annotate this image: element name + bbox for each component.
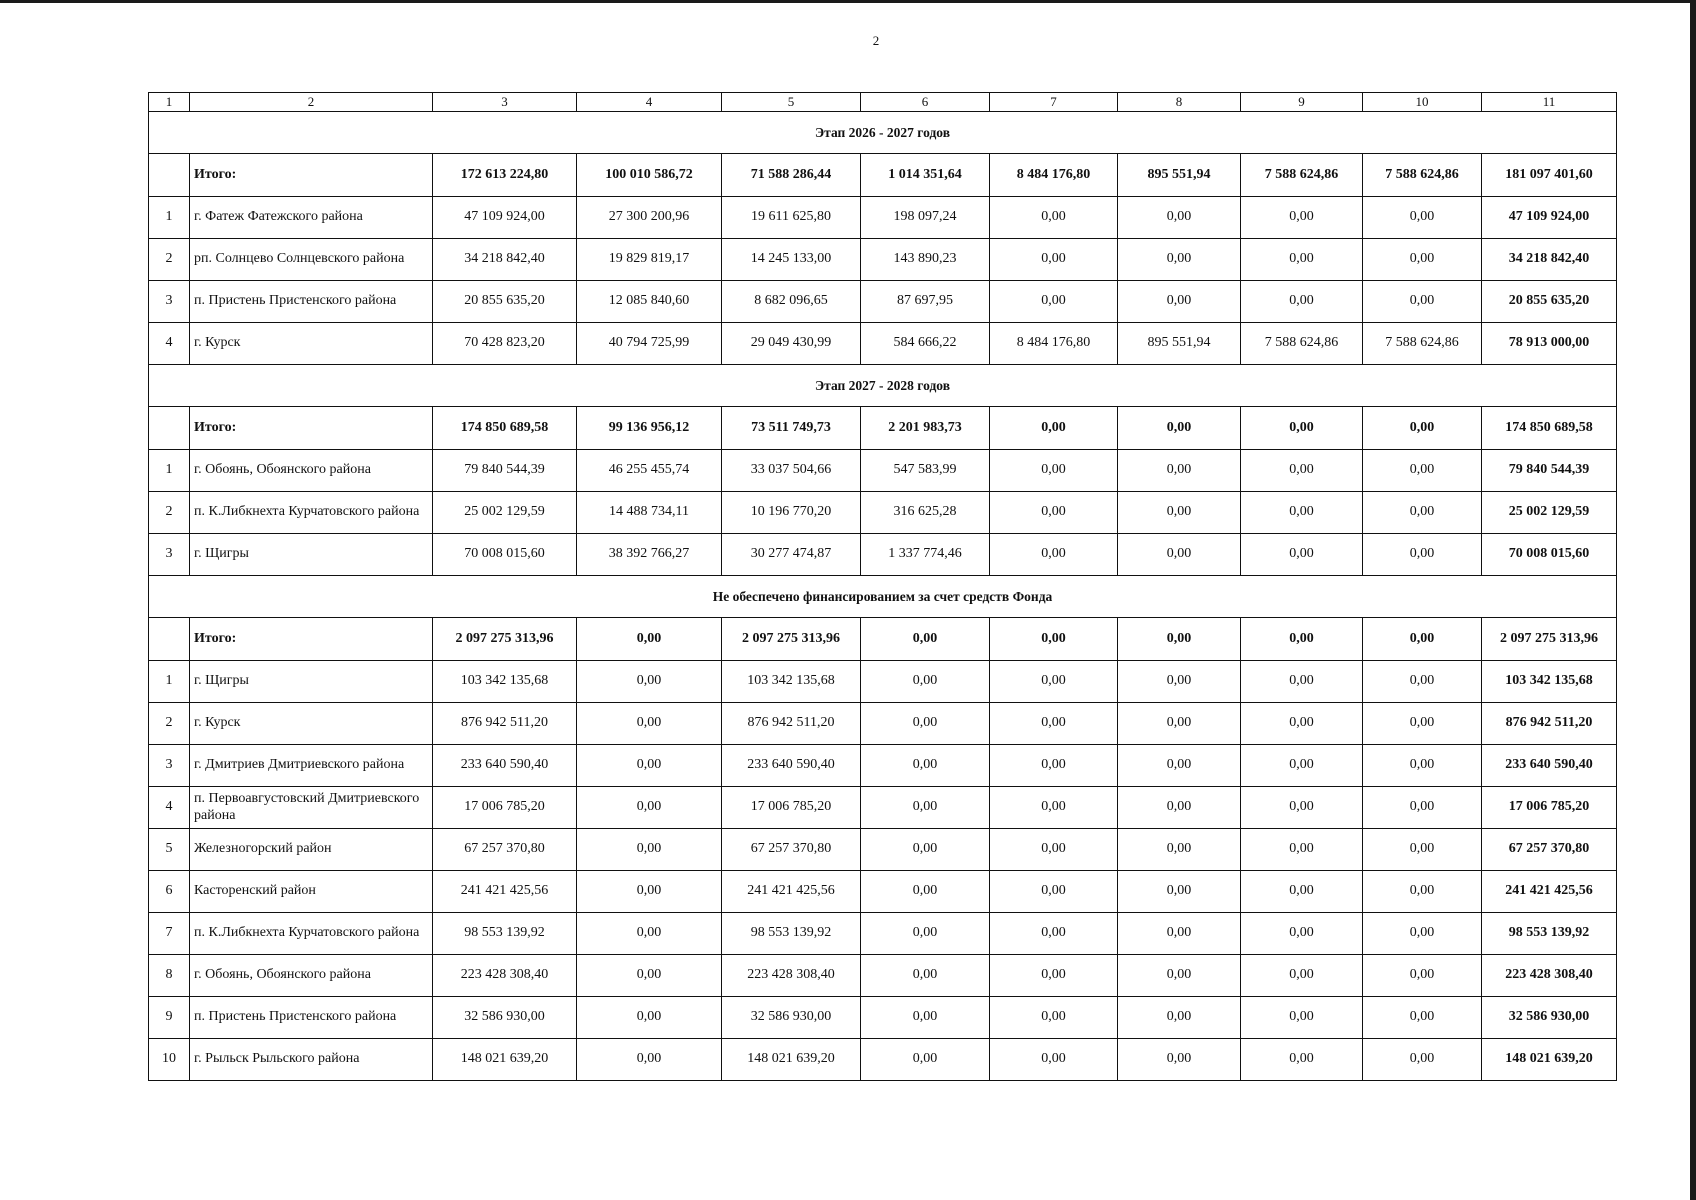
total-cost-value: 98 553 139,92 <box>1482 913 1617 955</box>
column-number: 8 <box>1118 93 1241 112</box>
cost-value: 0,00 <box>1118 913 1241 955</box>
cost-value: 0,00 <box>990 534 1118 576</box>
total-cost-value: 25 002 129,59 <box>1482 492 1617 534</box>
cost-value: 1 337 774,46 <box>861 534 990 576</box>
cost-value: 0,00 <box>861 997 990 1039</box>
cost-value: 0,00 <box>1241 450 1363 492</box>
cost-value: 19 829 819,17 <box>577 239 722 281</box>
cost-value: 0,00 <box>1363 197 1482 239</box>
municipality-name: Железногорский район <box>190 829 433 871</box>
total-cost-value: 17 006 785,20 <box>1482 787 1617 829</box>
row-number: 4 <box>149 323 190 365</box>
cost-value: 0,00 <box>577 829 722 871</box>
cost-value: 0,00 <box>990 197 1118 239</box>
row-number: 3 <box>149 281 190 323</box>
table-row <box>149 534 1617 576</box>
row-number: 4 <box>149 787 190 829</box>
cost-value: 0,00 <box>1118 997 1241 1039</box>
row-number: 3 <box>149 534 190 576</box>
cost-value: 0,00 <box>1241 997 1363 1039</box>
cost-value: 0,00 <box>1241 1039 1363 1081</box>
cost-value: 25 002 129,59 <box>433 492 577 534</box>
row-number: 2 <box>149 492 190 534</box>
section-title: Этап 2027 - 2028 годов <box>149 365 1617 407</box>
cost-value: 0,00 <box>1363 703 1482 745</box>
section-title: Не обеспечено финансированием за счет средств Фонда <box>149 576 1617 618</box>
cost-value: 241 421 425,56 <box>722 871 861 913</box>
section-header-row <box>149 576 1617 618</box>
cost-value: 0,00 <box>1118 281 1241 323</box>
cost-value: 33 037 504,66 <box>722 450 861 492</box>
cost-value: 0,00 <box>1241 661 1363 703</box>
cost-value: 0,00 <box>1363 745 1482 787</box>
cost-value: 0,00 <box>1363 661 1482 703</box>
table-row <box>149 787 1617 829</box>
column-number: 1 <box>149 93 190 112</box>
municipality-name: г. Щигры <box>190 661 433 703</box>
table-row <box>149 1039 1617 1081</box>
cost-value: 0,00 <box>577 871 722 913</box>
cost-value: 17 006 785,20 <box>433 787 577 829</box>
cost-value: 0,00 <box>1363 1039 1482 1081</box>
section-header-row <box>149 112 1617 154</box>
total-value: 2 097 275 313,96 <box>722 618 861 661</box>
row-number: 5 <box>149 829 190 871</box>
row-number: 2 <box>149 239 190 281</box>
municipality-name: п. К.Либкнехта Курчатовского района <box>190 913 433 955</box>
cost-value: 20 855 635,20 <box>433 281 577 323</box>
cost-value: 876 942 511,20 <box>722 703 861 745</box>
row-number: 1 <box>149 197 190 239</box>
column-number: 9 <box>1241 93 1363 112</box>
cost-value: 0,00 <box>861 913 990 955</box>
cost-value: 223 428 308,40 <box>722 955 861 997</box>
cost-value: 0,00 <box>1118 955 1241 997</box>
total-value: 1 014 351,64 <box>861 154 990 197</box>
municipality-name: Касторенский район <box>190 871 433 913</box>
row-number-cell <box>149 618 190 661</box>
municipality-name: г. Курск <box>190 703 433 745</box>
municipality-name: п. Пристень Пристенского района <box>190 997 433 1039</box>
column-number: 6 <box>861 93 990 112</box>
total-value: 8 484 176,80 <box>990 154 1118 197</box>
cost-value: 0,00 <box>990 703 1118 745</box>
cost-value: 0,00 <box>1118 197 1241 239</box>
total-value: 0,00 <box>990 618 1118 661</box>
cost-value: 0,00 <box>990 492 1118 534</box>
total-cost-value: 20 855 635,20 <box>1482 281 1617 323</box>
cost-value: 0,00 <box>861 955 990 997</box>
municipality-name: п. Пристень Пристенского района <box>190 281 433 323</box>
cost-value: 0,00 <box>990 450 1118 492</box>
cost-value: 0,00 <box>1363 913 1482 955</box>
cost-value: 0,00 <box>1241 281 1363 323</box>
total-value: 0,00 <box>990 407 1118 450</box>
table-row <box>149 239 1617 281</box>
cost-value: 29 049 430,99 <box>722 323 861 365</box>
total-cost-value: 233 640 590,40 <box>1482 745 1617 787</box>
cost-value: 70 008 015,60 <box>433 534 577 576</box>
cost-value: 0,00 <box>1363 871 1482 913</box>
total-value: 174 850 689,58 <box>1482 407 1617 450</box>
cost-value: 0,00 <box>861 745 990 787</box>
row-number: 2 <box>149 703 190 745</box>
cost-value: 7 588 624,86 <box>1241 323 1363 365</box>
total-label: Итого: <box>190 154 433 197</box>
municipality-name: г. Курск <box>190 323 433 365</box>
cost-value: 17 006 785,20 <box>722 787 861 829</box>
cost-value: 0,00 <box>1118 1039 1241 1081</box>
total-cost-value: 241 421 425,56 <box>1482 871 1617 913</box>
cost-value: 30 277 474,87 <box>722 534 861 576</box>
cost-value: 14 488 734,11 <box>577 492 722 534</box>
total-cost-value: 223 428 308,40 <box>1482 955 1617 997</box>
cost-value: 0,00 <box>577 703 722 745</box>
table-row <box>149 913 1617 955</box>
cost-value: 0,00 <box>861 661 990 703</box>
cost-value: 0,00 <box>861 703 990 745</box>
cost-value: 0,00 <box>1363 492 1482 534</box>
cost-value: 0,00 <box>1363 955 1482 997</box>
cost-value: 148 021 639,20 <box>722 1039 861 1081</box>
total-value: 0,00 <box>1118 618 1241 661</box>
total-value: 7 588 624,86 <box>1363 154 1482 197</box>
cost-value: 198 097,24 <box>861 197 990 239</box>
municipality-name: г. Щигры <box>190 534 433 576</box>
cost-value: 7 588 624,86 <box>1363 323 1482 365</box>
total-value: 100 010 586,72 <box>577 154 722 197</box>
column-number: 10 <box>1363 93 1482 112</box>
cost-value: 876 942 511,20 <box>433 703 577 745</box>
column-number: 7 <box>990 93 1118 112</box>
cost-value: 584 666,22 <box>861 323 990 365</box>
municipality-name: г. Обоянь, Обоянского района <box>190 955 433 997</box>
scan-edge-top <box>0 0 1696 3</box>
cost-value: 98 553 139,92 <box>433 913 577 955</box>
total-value: 7 588 624,86 <box>1241 154 1363 197</box>
cost-value: 0,00 <box>1241 913 1363 955</box>
cost-value: 0,00 <box>990 913 1118 955</box>
cost-value: 0,00 <box>1118 829 1241 871</box>
cost-value: 0,00 <box>577 913 722 955</box>
table-row <box>149 492 1617 534</box>
cost-value: 0,00 <box>577 745 722 787</box>
cost-value: 12 085 840,60 <box>577 281 722 323</box>
row-number: 8 <box>149 955 190 997</box>
cost-value: 0,00 <box>990 829 1118 871</box>
cost-value: 0,00 <box>861 829 990 871</box>
total-row <box>149 154 1617 197</box>
cost-value: 0,00 <box>861 787 990 829</box>
total-value: 73 511 749,73 <box>722 407 861 450</box>
cost-value: 0,00 <box>1118 239 1241 281</box>
cost-value: 0,00 <box>1363 787 1482 829</box>
cost-value: 98 553 139,92 <box>722 913 861 955</box>
column-number: 2 <box>190 93 433 112</box>
total-value: 0,00 <box>1118 407 1241 450</box>
cost-value: 0,00 <box>1241 871 1363 913</box>
cost-value: 0,00 <box>577 955 722 997</box>
table-row <box>149 703 1617 745</box>
cost-value: 0,00 <box>1363 534 1482 576</box>
table-row <box>149 323 1617 365</box>
total-value: 99 136 956,12 <box>577 407 722 450</box>
cost-value: 0,00 <box>990 745 1118 787</box>
cost-value: 8 682 096,65 <box>722 281 861 323</box>
table-row <box>149 197 1617 239</box>
total-value: 2 201 983,73 <box>861 407 990 450</box>
row-number: 10 <box>149 1039 190 1081</box>
row-number-cell <box>149 154 190 197</box>
total-value: 0,00 <box>1363 407 1482 450</box>
row-number-cell <box>149 407 190 450</box>
total-cost-value: 70 008 015,60 <box>1482 534 1617 576</box>
cost-value: 143 890,23 <box>861 239 990 281</box>
table-row <box>149 745 1617 787</box>
cost-value: 0,00 <box>1118 534 1241 576</box>
total-value: 181 097 401,60 <box>1482 154 1617 197</box>
scan-edge-right <box>1690 0 1696 1200</box>
cost-value: 0,00 <box>577 661 722 703</box>
cost-value: 27 300 200,96 <box>577 197 722 239</box>
municipality-name: п. К.Либкнехта Курчатовского района <box>190 492 433 534</box>
cost-value: 34 218 842,40 <box>433 239 577 281</box>
cost-value: 0,00 <box>1241 492 1363 534</box>
cost-value: 0,00 <box>1118 703 1241 745</box>
table-row <box>149 997 1617 1039</box>
row-number: 9 <box>149 997 190 1039</box>
row-number: 3 <box>149 745 190 787</box>
cost-value: 547 583,99 <box>861 450 990 492</box>
total-value: 2 097 275 313,96 <box>433 618 577 661</box>
municipality-name: г. Дмитриев Дмитриевского района <box>190 745 433 787</box>
cost-value: 0,00 <box>1241 955 1363 997</box>
cost-value: 103 342 135,68 <box>722 661 861 703</box>
cost-value: 0,00 <box>861 1039 990 1081</box>
section-title: Этап 2026 - 2027 годов <box>149 112 1617 154</box>
cost-value: 70 428 823,20 <box>433 323 577 365</box>
cost-value: 0,00 <box>1118 661 1241 703</box>
municipality-name: г. Обоянь, Обоянского района <box>190 450 433 492</box>
cost-value: 0,00 <box>1363 239 1482 281</box>
total-row <box>149 618 1617 661</box>
cost-value: 0,00 <box>1363 829 1482 871</box>
row-number: 1 <box>149 450 190 492</box>
cost-value: 46 255 455,74 <box>577 450 722 492</box>
cost-value: 0,00 <box>577 997 722 1039</box>
cost-value: 0,00 <box>1241 787 1363 829</box>
total-value: 0,00 <box>1241 407 1363 450</box>
total-cost-value: 67 257 370,80 <box>1482 829 1617 871</box>
funding-table <box>148 92 1617 1081</box>
total-value: 172 613 224,80 <box>433 154 577 197</box>
municipality-name: п. Первоавгустовский Дмитриевского района <box>190 787 433 829</box>
cost-value: 0,00 <box>990 871 1118 913</box>
column-number: 5 <box>722 93 861 112</box>
total-label: Итого: <box>190 407 433 450</box>
cost-value: 67 257 370,80 <box>433 829 577 871</box>
cost-value: 0,00 <box>990 239 1118 281</box>
total-value: 2 097 275 313,96 <box>1482 618 1617 661</box>
total-value: 0,00 <box>1241 618 1363 661</box>
cost-value: 316 625,28 <box>861 492 990 534</box>
cost-value: 87 697,95 <box>861 281 990 323</box>
cost-value: 148 021 639,20 <box>433 1039 577 1081</box>
cost-value: 38 392 766,27 <box>577 534 722 576</box>
cost-value: 0,00 <box>577 787 722 829</box>
total-cost-value: 78 913 000,00 <box>1482 323 1617 365</box>
cost-value: 0,00 <box>1363 281 1482 323</box>
cost-value: 0,00 <box>1241 534 1363 576</box>
cost-value: 19 611 625,80 <box>722 197 861 239</box>
cost-value: 233 640 590,40 <box>433 745 577 787</box>
cost-value: 32 586 930,00 <box>722 997 861 1039</box>
municipality-name: рп. Солнцево Солнцевского района <box>190 239 433 281</box>
cost-value: 233 640 590,40 <box>722 745 861 787</box>
page-number: 2 <box>872 33 880 48</box>
row-number: 7 <box>149 913 190 955</box>
cost-value: 0,00 <box>1118 450 1241 492</box>
cost-value: 40 794 725,99 <box>577 323 722 365</box>
cost-value: 103 342 135,68 <box>433 661 577 703</box>
table-row <box>149 955 1617 997</box>
cost-value: 8 484 176,80 <box>990 323 1118 365</box>
cost-value: 0,00 <box>1118 492 1241 534</box>
table-row <box>149 450 1617 492</box>
cost-value: 0,00 <box>990 997 1118 1039</box>
cost-value: 67 257 370,80 <box>722 829 861 871</box>
cost-value: 0,00 <box>1363 450 1482 492</box>
cost-value: 0,00 <box>990 661 1118 703</box>
total-value: 0,00 <box>577 618 722 661</box>
cost-value: 0,00 <box>1118 871 1241 913</box>
table-body <box>149 93 1617 1081</box>
cost-value: 0,00 <box>1241 703 1363 745</box>
row-number: 1 <box>149 661 190 703</box>
total-value: 0,00 <box>861 618 990 661</box>
cost-value: 14 245 133,00 <box>722 239 861 281</box>
total-value: 895 551,94 <box>1118 154 1241 197</box>
column-number-row <box>149 93 1617 112</box>
cost-value: 895 551,94 <box>1118 323 1241 365</box>
total-label: Итого: <box>190 618 433 661</box>
total-cost-value: 876 942 511,20 <box>1482 703 1617 745</box>
cost-value: 0,00 <box>1363 997 1482 1039</box>
total-cost-value: 103 342 135,68 <box>1482 661 1617 703</box>
cost-value: 241 421 425,56 <box>433 871 577 913</box>
column-number: 3 <box>433 93 577 112</box>
table-row <box>149 871 1617 913</box>
cost-value: 47 109 924,00 <box>433 197 577 239</box>
total-cost-value: 32 586 930,00 <box>1482 997 1617 1039</box>
municipality-name: г. Фатеж Фатежского района <box>190 197 433 239</box>
cost-value: 0,00 <box>1241 829 1363 871</box>
cost-value: 0,00 <box>990 281 1118 323</box>
table-row <box>149 829 1617 871</box>
total-value: 174 850 689,58 <box>433 407 577 450</box>
table-row <box>149 661 1617 703</box>
cost-value: 0,00 <box>861 871 990 913</box>
municipality-name: г. Рыльск Рыльского района <box>190 1039 433 1081</box>
cost-value: 0,00 <box>1118 745 1241 787</box>
cost-value: 0,00 <box>990 955 1118 997</box>
cost-value: 0,00 <box>1241 745 1363 787</box>
total-value: 71 588 286,44 <box>722 154 861 197</box>
row-number: 6 <box>149 871 190 913</box>
cost-value: 79 840 544,39 <box>433 450 577 492</box>
cost-value: 223 428 308,40 <box>433 955 577 997</box>
cost-value: 32 586 930,00 <box>433 997 577 1039</box>
total-cost-value: 79 840 544,39 <box>1482 450 1617 492</box>
total-cost-value: 34 218 842,40 <box>1482 239 1617 281</box>
total-value: 0,00 <box>1363 618 1482 661</box>
total-row <box>149 407 1617 450</box>
column-number: 4 <box>577 93 722 112</box>
column-number: 11 <box>1482 93 1617 112</box>
cost-value: 0,00 <box>990 1039 1118 1081</box>
total-cost-value: 47 109 924,00 <box>1482 197 1617 239</box>
table-row <box>149 281 1617 323</box>
cost-value: 0,00 <box>1241 239 1363 281</box>
cost-value: 0,00 <box>1118 787 1241 829</box>
cost-value: 0,00 <box>1241 197 1363 239</box>
total-cost-value: 148 021 639,20 <box>1482 1039 1617 1081</box>
cost-value: 10 196 770,20 <box>722 492 861 534</box>
cost-value: 0,00 <box>990 787 1118 829</box>
section-header-row <box>149 365 1617 407</box>
cost-value: 0,00 <box>577 1039 722 1081</box>
